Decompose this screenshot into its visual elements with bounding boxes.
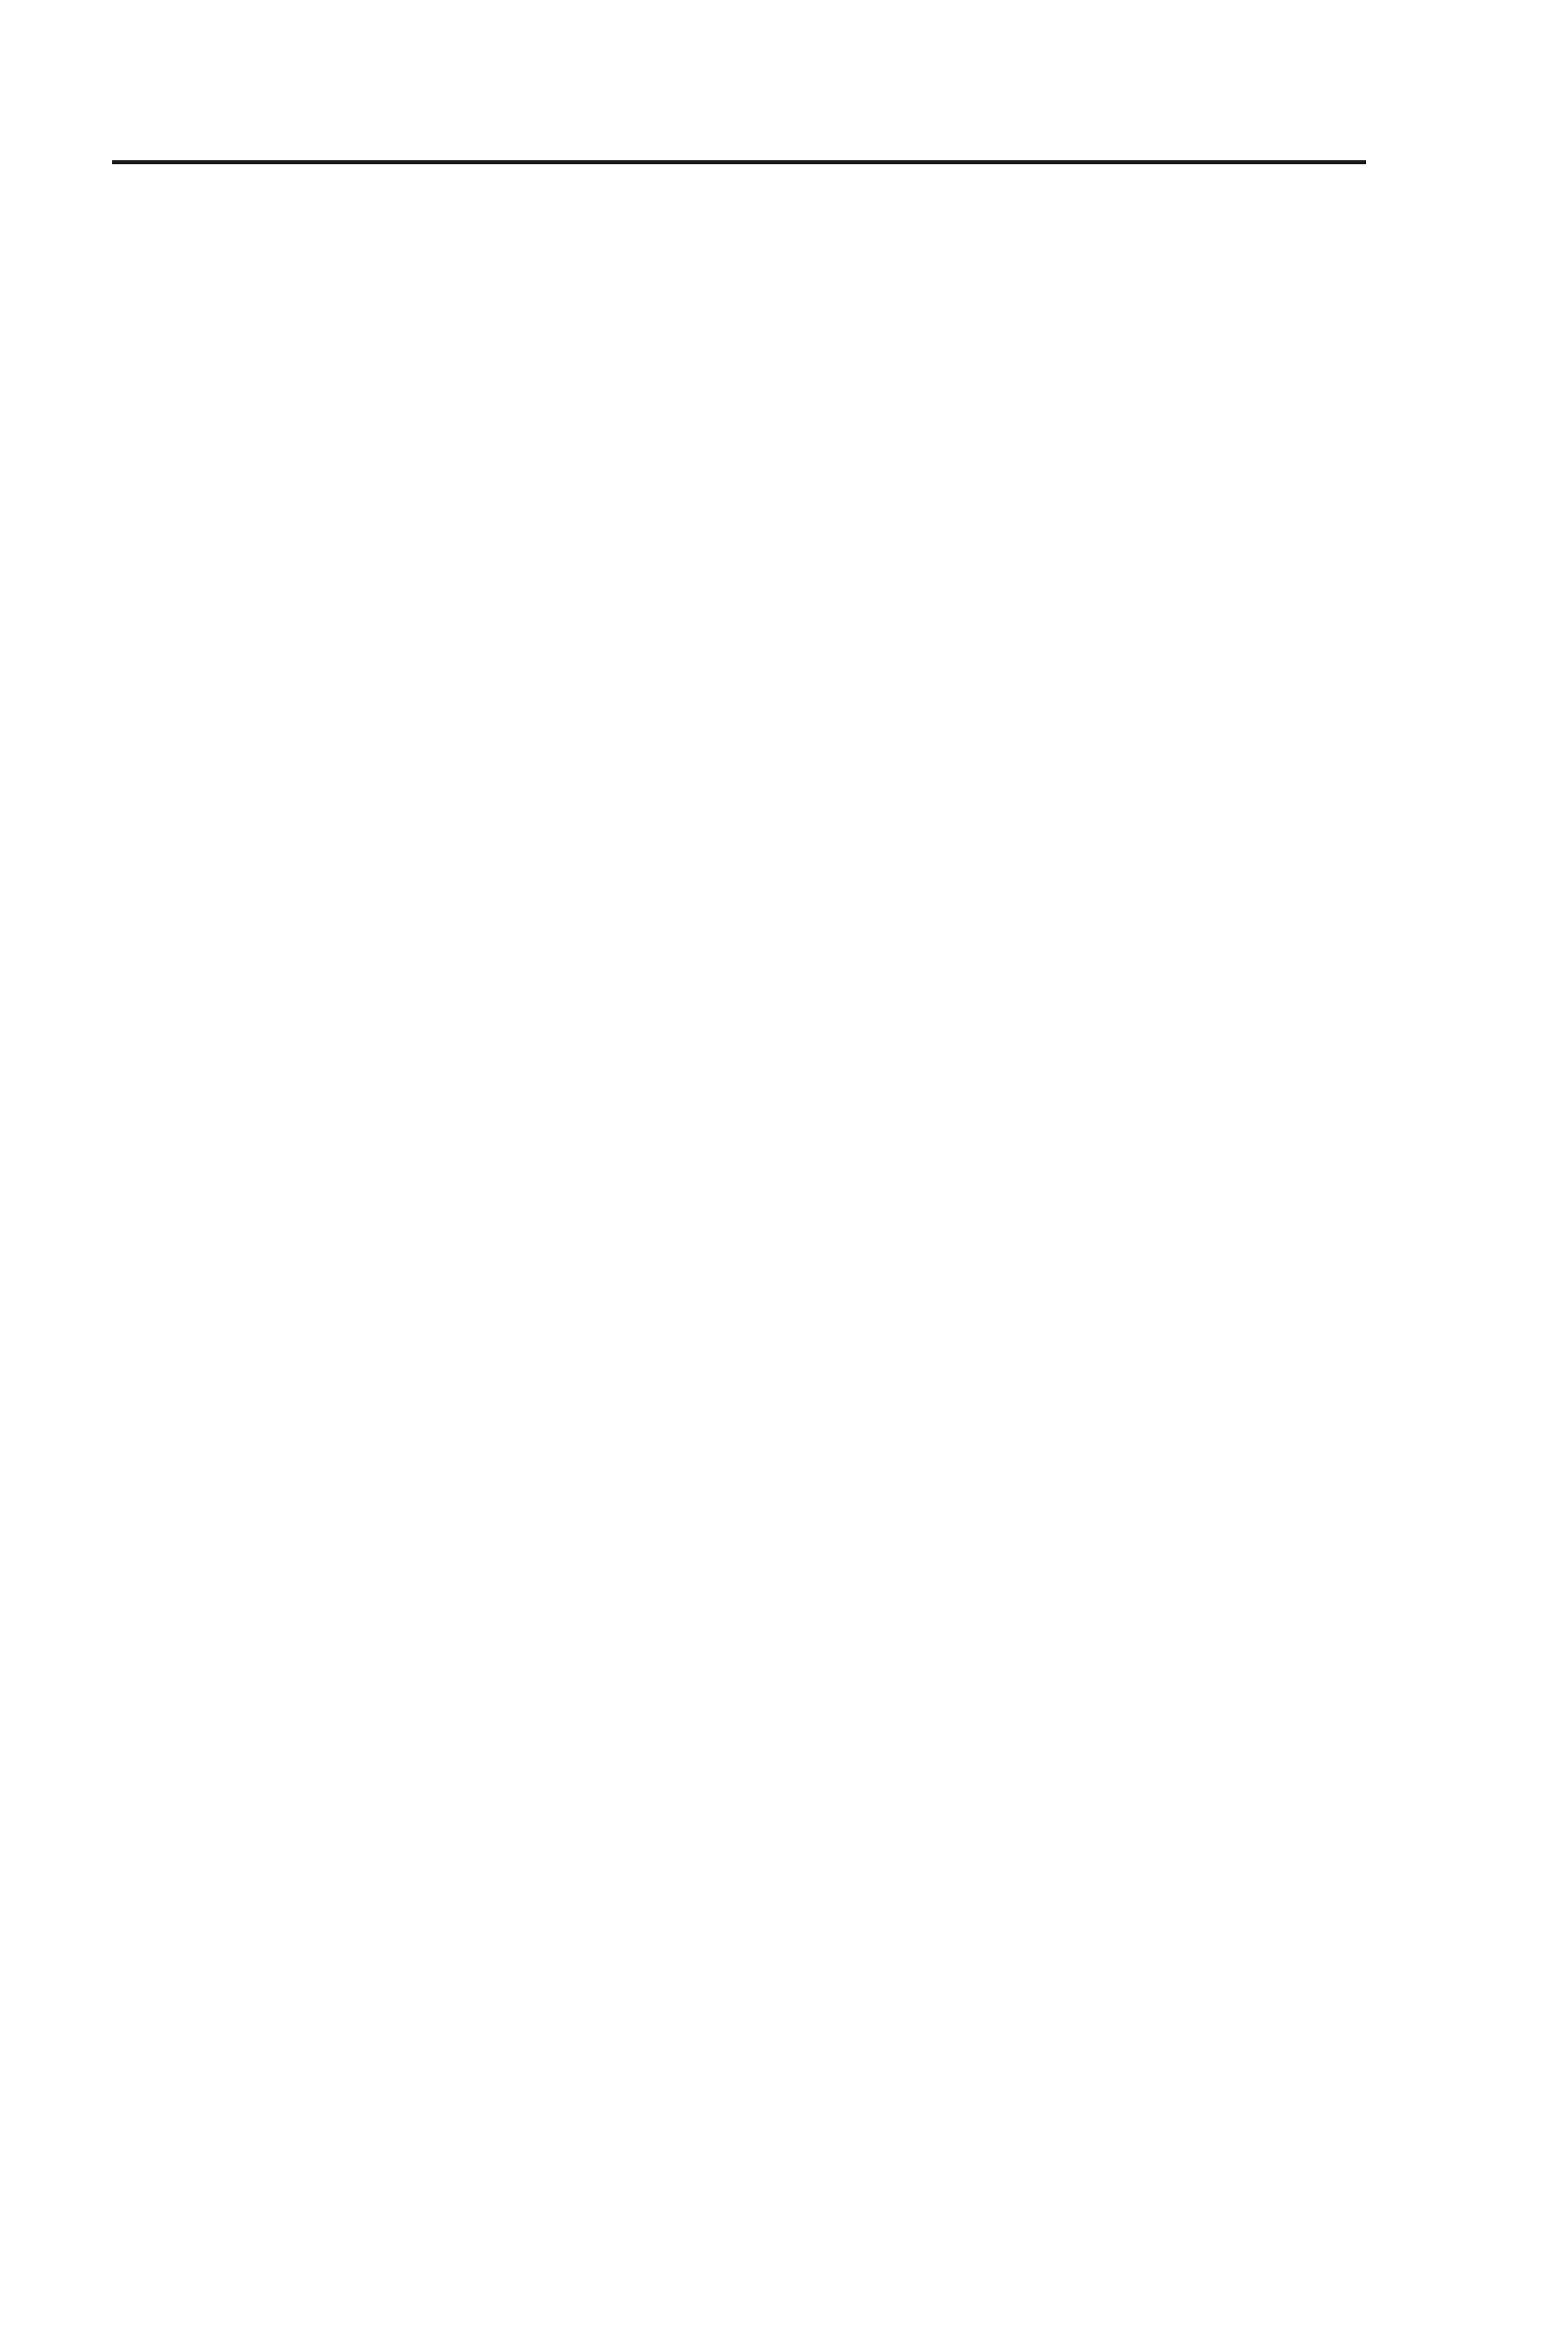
header-rule [112, 160, 1366, 164]
page-header [112, 88, 1362, 144]
